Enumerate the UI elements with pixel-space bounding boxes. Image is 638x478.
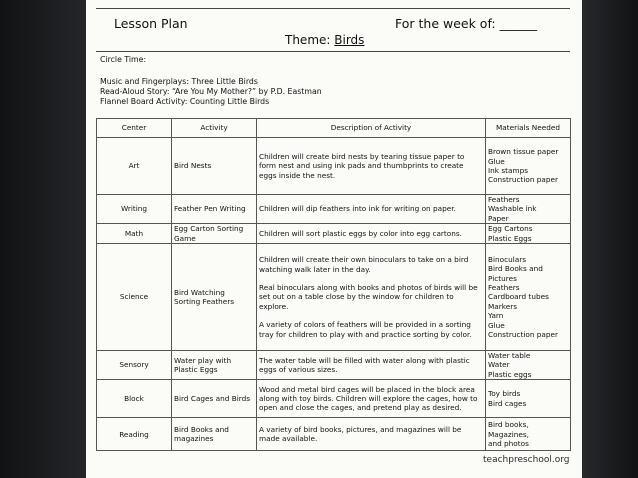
col-header-materials: Materials Needed	[486, 119, 571, 138]
table-body	[97, 138, 571, 451]
center-cell: Block	[97, 380, 172, 418]
theme-line	[285, 33, 364, 47]
table-row	[97, 244, 571, 351]
description-paragraph: A variety of bird books, pictures, and magazines will be made available.	[259, 424, 462, 444]
table-row	[97, 380, 571, 418]
table-row	[97, 224, 571, 244]
source-credit: teachpreschool.org	[483, 455, 570, 465]
table-row	[97, 195, 571, 224]
center-cell: Math	[97, 224, 172, 244]
activity-cell: Feather Pen Writing	[172, 195, 257, 224]
activity-cell: Egg Carton Sorting Game	[172, 224, 257, 244]
materials-cell: Toy birds Bird cages	[486, 380, 571, 418]
page-title: Lesson Plan	[114, 16, 188, 31]
week-value: ______	[499, 16, 538, 31]
theme-value: Birds	[334, 33, 365, 47]
flannel-line: Flannel Board Activity: Counting Little Birds	[100, 97, 270, 106]
description-cell	[257, 418, 486, 451]
background-left	[0, 0, 96, 478]
background-right	[582, 0, 638, 478]
week-label: For the week of:	[395, 16, 496, 31]
activity-cell: Bird Watching Sorting Feathers	[172, 244, 257, 351]
description-paragraph: Children will dip feathers into ink for writing on paper.	[259, 204, 456, 214]
top-rule	[96, 8, 570, 9]
story-line: Read-Aloud Story: “Are You My Mother?” by P.D. Eastman	[100, 87, 322, 96]
col-header-center: Center	[97, 119, 172, 138]
col-header-activity: Activity	[172, 119, 257, 138]
center-cell: Writing	[97, 195, 172, 224]
header-rule	[96, 51, 570, 52]
description-paragraph: Children will create bird nests by tearing tissue paper to form nest and using ink pads and thumbprints to create eggs inside the nest.	[259, 151, 465, 180]
materials-cell: Binoculars Bird Books and Pictures Feathers Cardboard tubes Markers Yarn Glue Construction paper	[486, 244, 571, 351]
col-header-description: Description of Activity	[257, 119, 486, 138]
center-cell: Science	[97, 244, 172, 351]
center-cell: Reading	[97, 418, 172, 451]
activity-cell: Water play with Plastic Eggs	[172, 351, 257, 380]
description-paragraph: Children will create their own binoculars to take on a bird watching walk later in the day.	[259, 255, 469, 274]
description-paragraph: Wood and metal bird cages will be placed in the block area along with toy birds. Children will explore the cages, how to open and close the cages, and pretend play as desired.	[259, 384, 478, 413]
activity-table	[96, 118, 571, 451]
music-line: Music and Fingerplays: Three Little Birds	[100, 77, 258, 86]
circle-time-label: Circle Time:	[100, 55, 147, 64]
table-header-row	[97, 119, 571, 138]
activity-cell: Bird Nests	[172, 138, 257, 195]
week-field	[395, 16, 537, 31]
lesson-plan-page	[86, 0, 582, 478]
materials-cell: Brown tissue paper Glue Ink stamps Construction paper	[486, 138, 571, 195]
description-paragraph: The water table will be filled with water along with plastic eggs of various sizes.	[259, 355, 470, 375]
description-cell	[257, 195, 486, 224]
materials-cell: Water table Water Plastic eggs	[486, 351, 571, 380]
description-cell	[257, 244, 486, 351]
description-cell	[257, 351, 486, 380]
table-row	[97, 138, 571, 195]
activity-cell: Bird Cages and Birds	[172, 380, 257, 418]
description-paragraph: Children will sort plastic eggs by color into egg cartons.	[259, 228, 463, 238]
table-row	[97, 418, 571, 451]
description-paragraph: A variety of colors of feathers will be provided in a sorting tray for children to play with and practice sorting by color.	[259, 320, 472, 339]
center-cell: Sensory	[97, 351, 172, 380]
center-cell: Art	[97, 138, 172, 195]
table-row	[97, 351, 571, 380]
theme-label: Theme:	[285, 33, 331, 47]
description-cell	[257, 138, 486, 195]
description-paragraph: Real binoculars along with books and photos of birds will be set out on a table close by the window for children to explore.	[259, 282, 478, 311]
description-cell	[257, 380, 486, 418]
description-cell	[257, 224, 486, 244]
materials-cell: Egg Cartons Plastic Eggs	[486, 224, 571, 244]
activity-cell: Bird Books and magazines	[172, 418, 257, 451]
materials-cell: Bird books, Magazines, and photos	[486, 418, 571, 451]
materials-cell: Feathers Washable ink Paper	[486, 195, 571, 224]
